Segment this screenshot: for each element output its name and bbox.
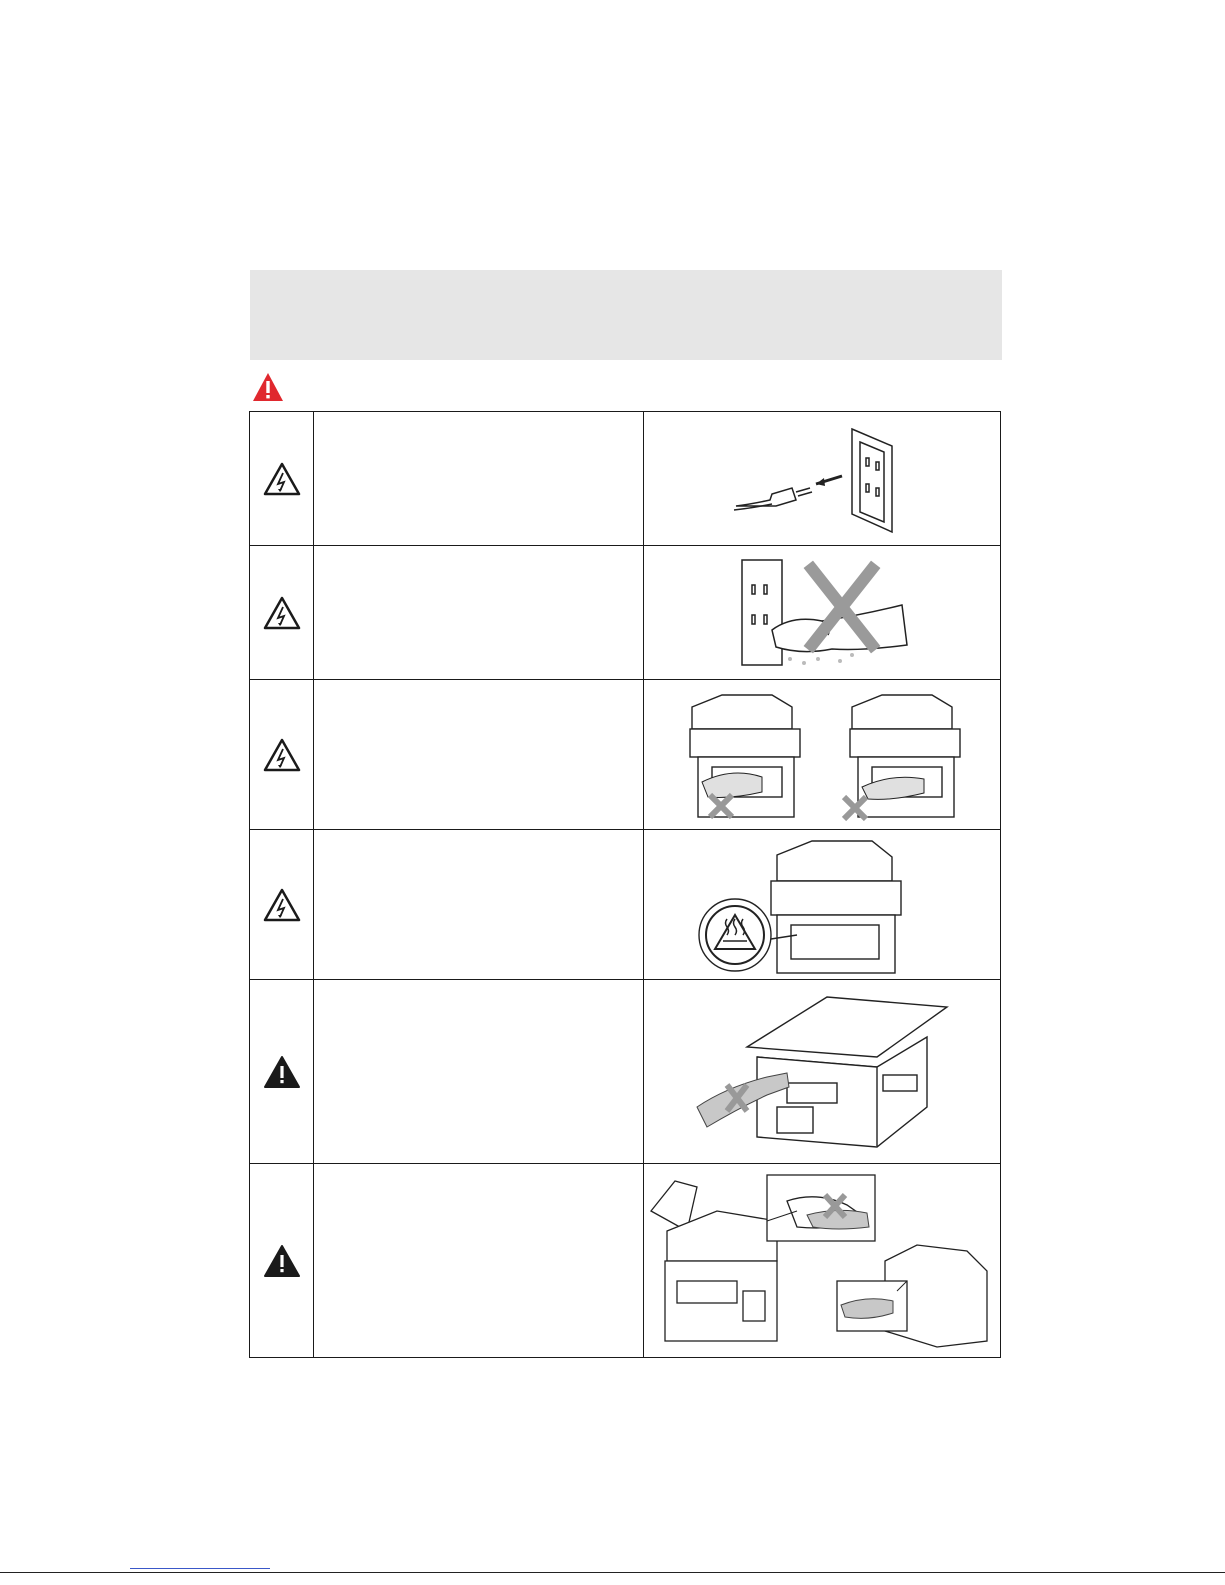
electric-hazard-icon <box>263 738 301 772</box>
safety-row <box>250 980 1000 1164</box>
caution-icon <box>263 1244 301 1278</box>
safety-row <box>250 546 1000 680</box>
section-header-band <box>250 270 1002 360</box>
electric-hazard-icon <box>263 888 301 922</box>
illustration-inside-machine <box>644 680 1000 829</box>
illustration-adf-and-tray <box>644 1164 1000 1357</box>
safety-row <box>250 830 1000 980</box>
safety-row <box>250 680 1000 830</box>
warning-icon <box>252 372 284 402</box>
row-text <box>314 830 644 979</box>
row-text <box>314 412 644 545</box>
row-text <box>314 1164 644 1357</box>
safety-row <box>250 412 1000 546</box>
row-text <box>314 546 644 679</box>
illustration-wet-hands <box>644 546 1000 679</box>
illustration-unplug-cord <box>644 412 1000 545</box>
illustration-scanner-cover <box>644 980 1000 1163</box>
footer-rule <box>0 1572 1225 1573</box>
electric-hazard-icon <box>263 596 301 630</box>
safety-row <box>250 1164 1000 1357</box>
footer-link[interactable] <box>130 1568 270 1570</box>
row-text <box>314 680 644 829</box>
caution-icon <box>263 1055 301 1089</box>
electric-hazard-icon <box>263 462 301 496</box>
safety-table <box>249 411 1001 1358</box>
illustration-hot-surface <box>644 830 1000 979</box>
row-text <box>314 980 644 1163</box>
